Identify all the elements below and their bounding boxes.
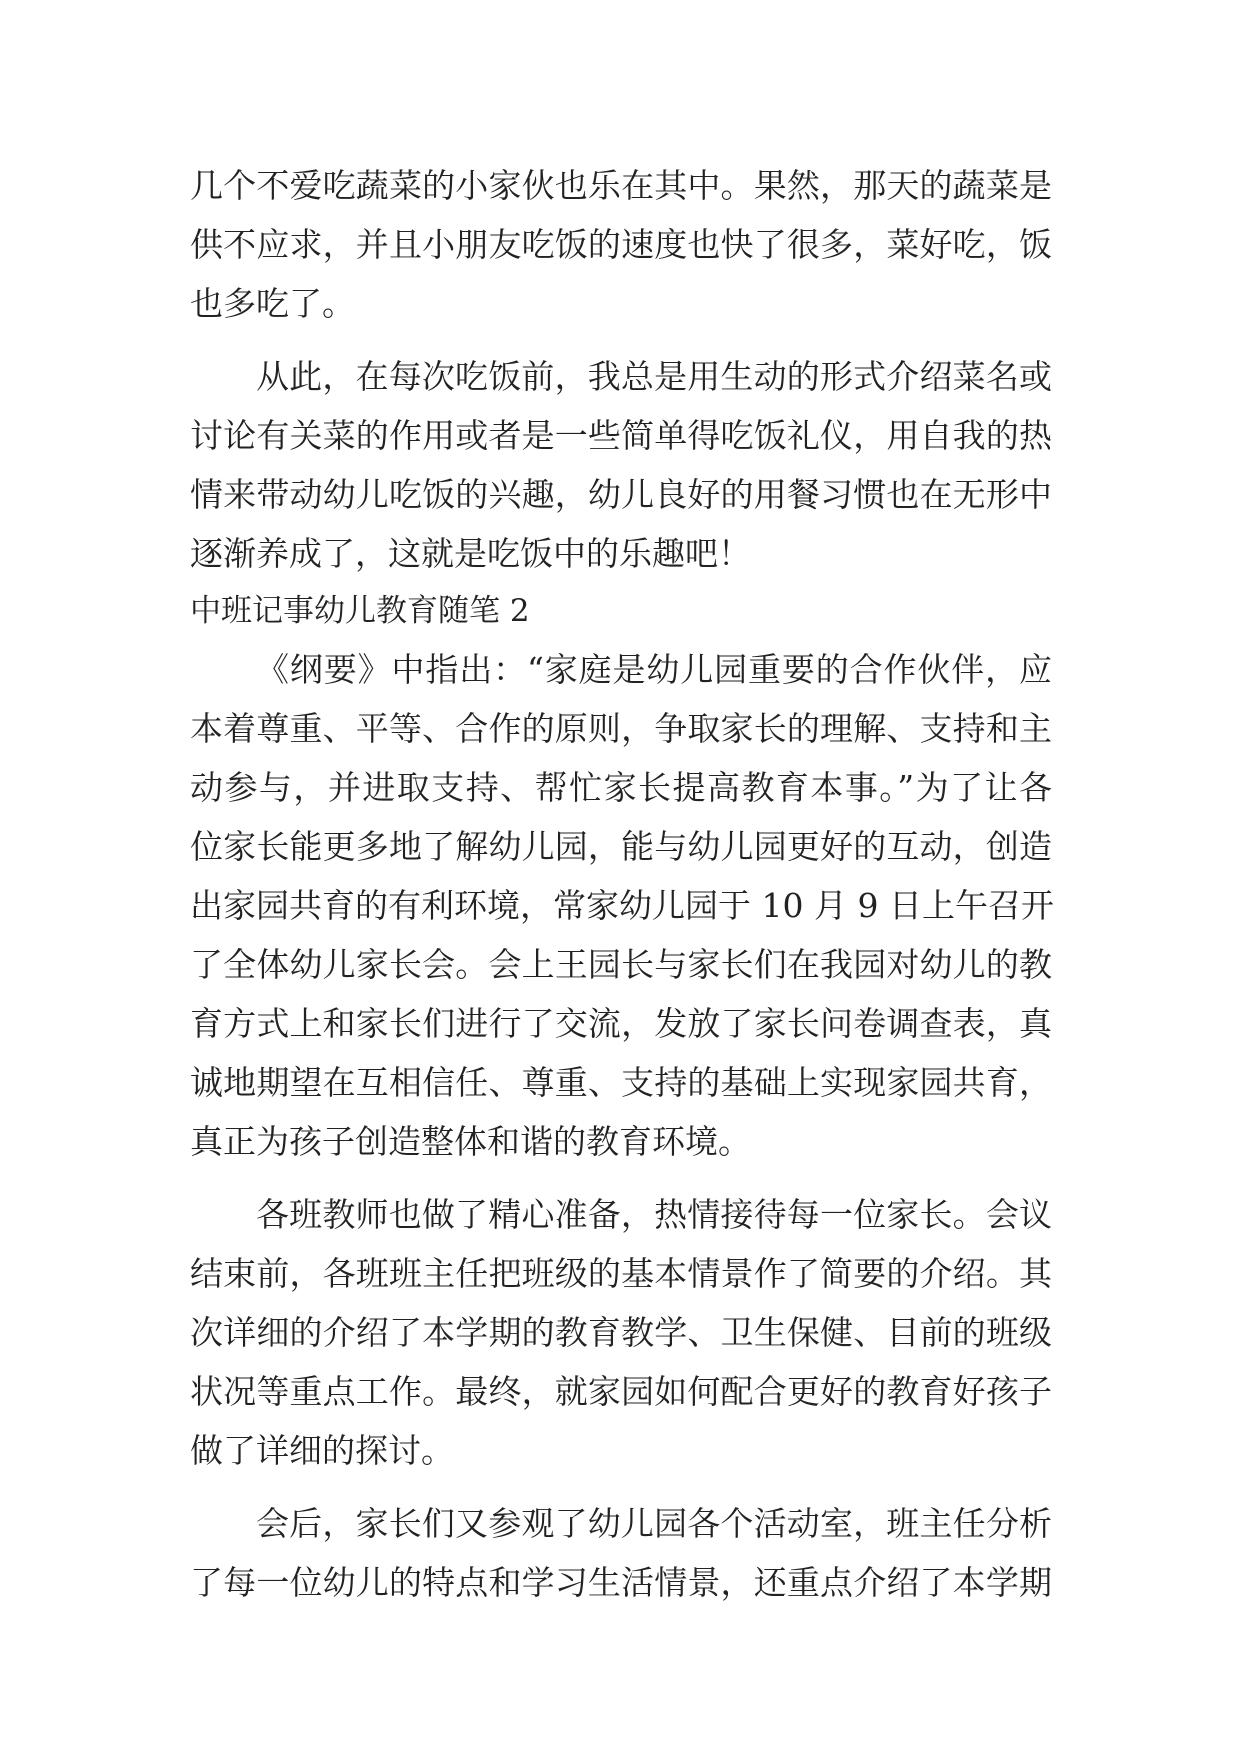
text-line: 次详细的介绍了本学期的教育教学、卫生保健、目前的班级 — [190, 1313, 1052, 1352]
text-line: 本着尊重、平等、合作的原则，争取家长的理解、支持和主 — [190, 709, 1052, 748]
text-line: 状况等重点工作。最终，就家园如何配合更好的教育好孩子 — [190, 1372, 1052, 1411]
text-line: 动参与，并进取支持、帮忙家长提高教育本事。”为了让各 — [190, 768, 1052, 807]
text-line: 从此，在每次吃饭前，我总是用生动的形式介绍菜名或 — [256, 357, 1052, 396]
text-line: 情来带动幼儿吃饭的兴趣，幼儿良好的用餐习惯也在无形中 — [190, 475, 1052, 514]
text-line: 供不应求，并且小朋友吃饭的速度也快了很多，菜好吃，饭 — [190, 225, 1052, 264]
paragraph — [190, 156, 1052, 333]
text-line: 真正为孩子创造整体和谐的教育环境。 — [190, 1122, 751, 1161]
paragraph — [190, 640, 1052, 1171]
document-body — [190, 156, 1052, 1612]
text-line: 了每一位幼儿的特点和学习生活情景，还重点介绍了本学期 — [190, 1563, 1052, 1602]
text-line: 会后，家长们又参观了幼儿园各个活动室，班主任分析 — [256, 1504, 1052, 1543]
paragraph-gap — [190, 1480, 1052, 1494]
text-line: 诚地期望在互相信任、尊重、支持的基础上实现家园共育， — [190, 1063, 1052, 1102]
text-line: 结束前，各班班主任把班级的基本情景作了简要的介绍。其 — [190, 1254, 1052, 1293]
text-line: 《纲要》中指出：“家庭是幼儿园重要的合作伙伴，应 — [256, 650, 1052, 689]
text-line: 逐渐养成了，这就是吃饭中的乐趣吧！ — [190, 534, 751, 573]
text-line: 几个不爱吃蔬菜的小家伙也乐在其中。果然，那天的蔬菜是 — [190, 166, 1052, 205]
paragraph — [190, 1494, 1052, 1612]
text-line: 讨论有关菜的作用或者是一些简单得吃饭礼仪，用自我的热 — [190, 416, 1052, 455]
text-line: 各班教师也做了精心准备，热情接待每一位家长。会议 — [256, 1195, 1052, 1234]
text-line: 位家长能更多地了解幼儿园，能与幼儿园更好的互动，创造 — [190, 827, 1052, 866]
paragraph-gap — [190, 333, 1052, 347]
paragraph — [190, 1185, 1052, 1480]
paragraph — [190, 347, 1052, 583]
text-line: 育方式上和家长们进行了交流，发放了家长问卷调查表，真 — [190, 1004, 1052, 1043]
text-line: 了全体幼儿家长会。会上王园长与家长们在我园对幼儿的教 — [190, 945, 1052, 984]
text-line: 也多吃了。 — [190, 284, 355, 323]
paragraph-gap — [190, 1171, 1052, 1185]
text-line: 做了详细的探讨。 — [190, 1431, 454, 1470]
section-heading: 中班记事幼儿教育随笔 2 — [190, 593, 530, 629]
text-line: 出家园共育的有利环境，常家幼儿园于 10 月 9 日上午召开 — [190, 886, 1054, 925]
